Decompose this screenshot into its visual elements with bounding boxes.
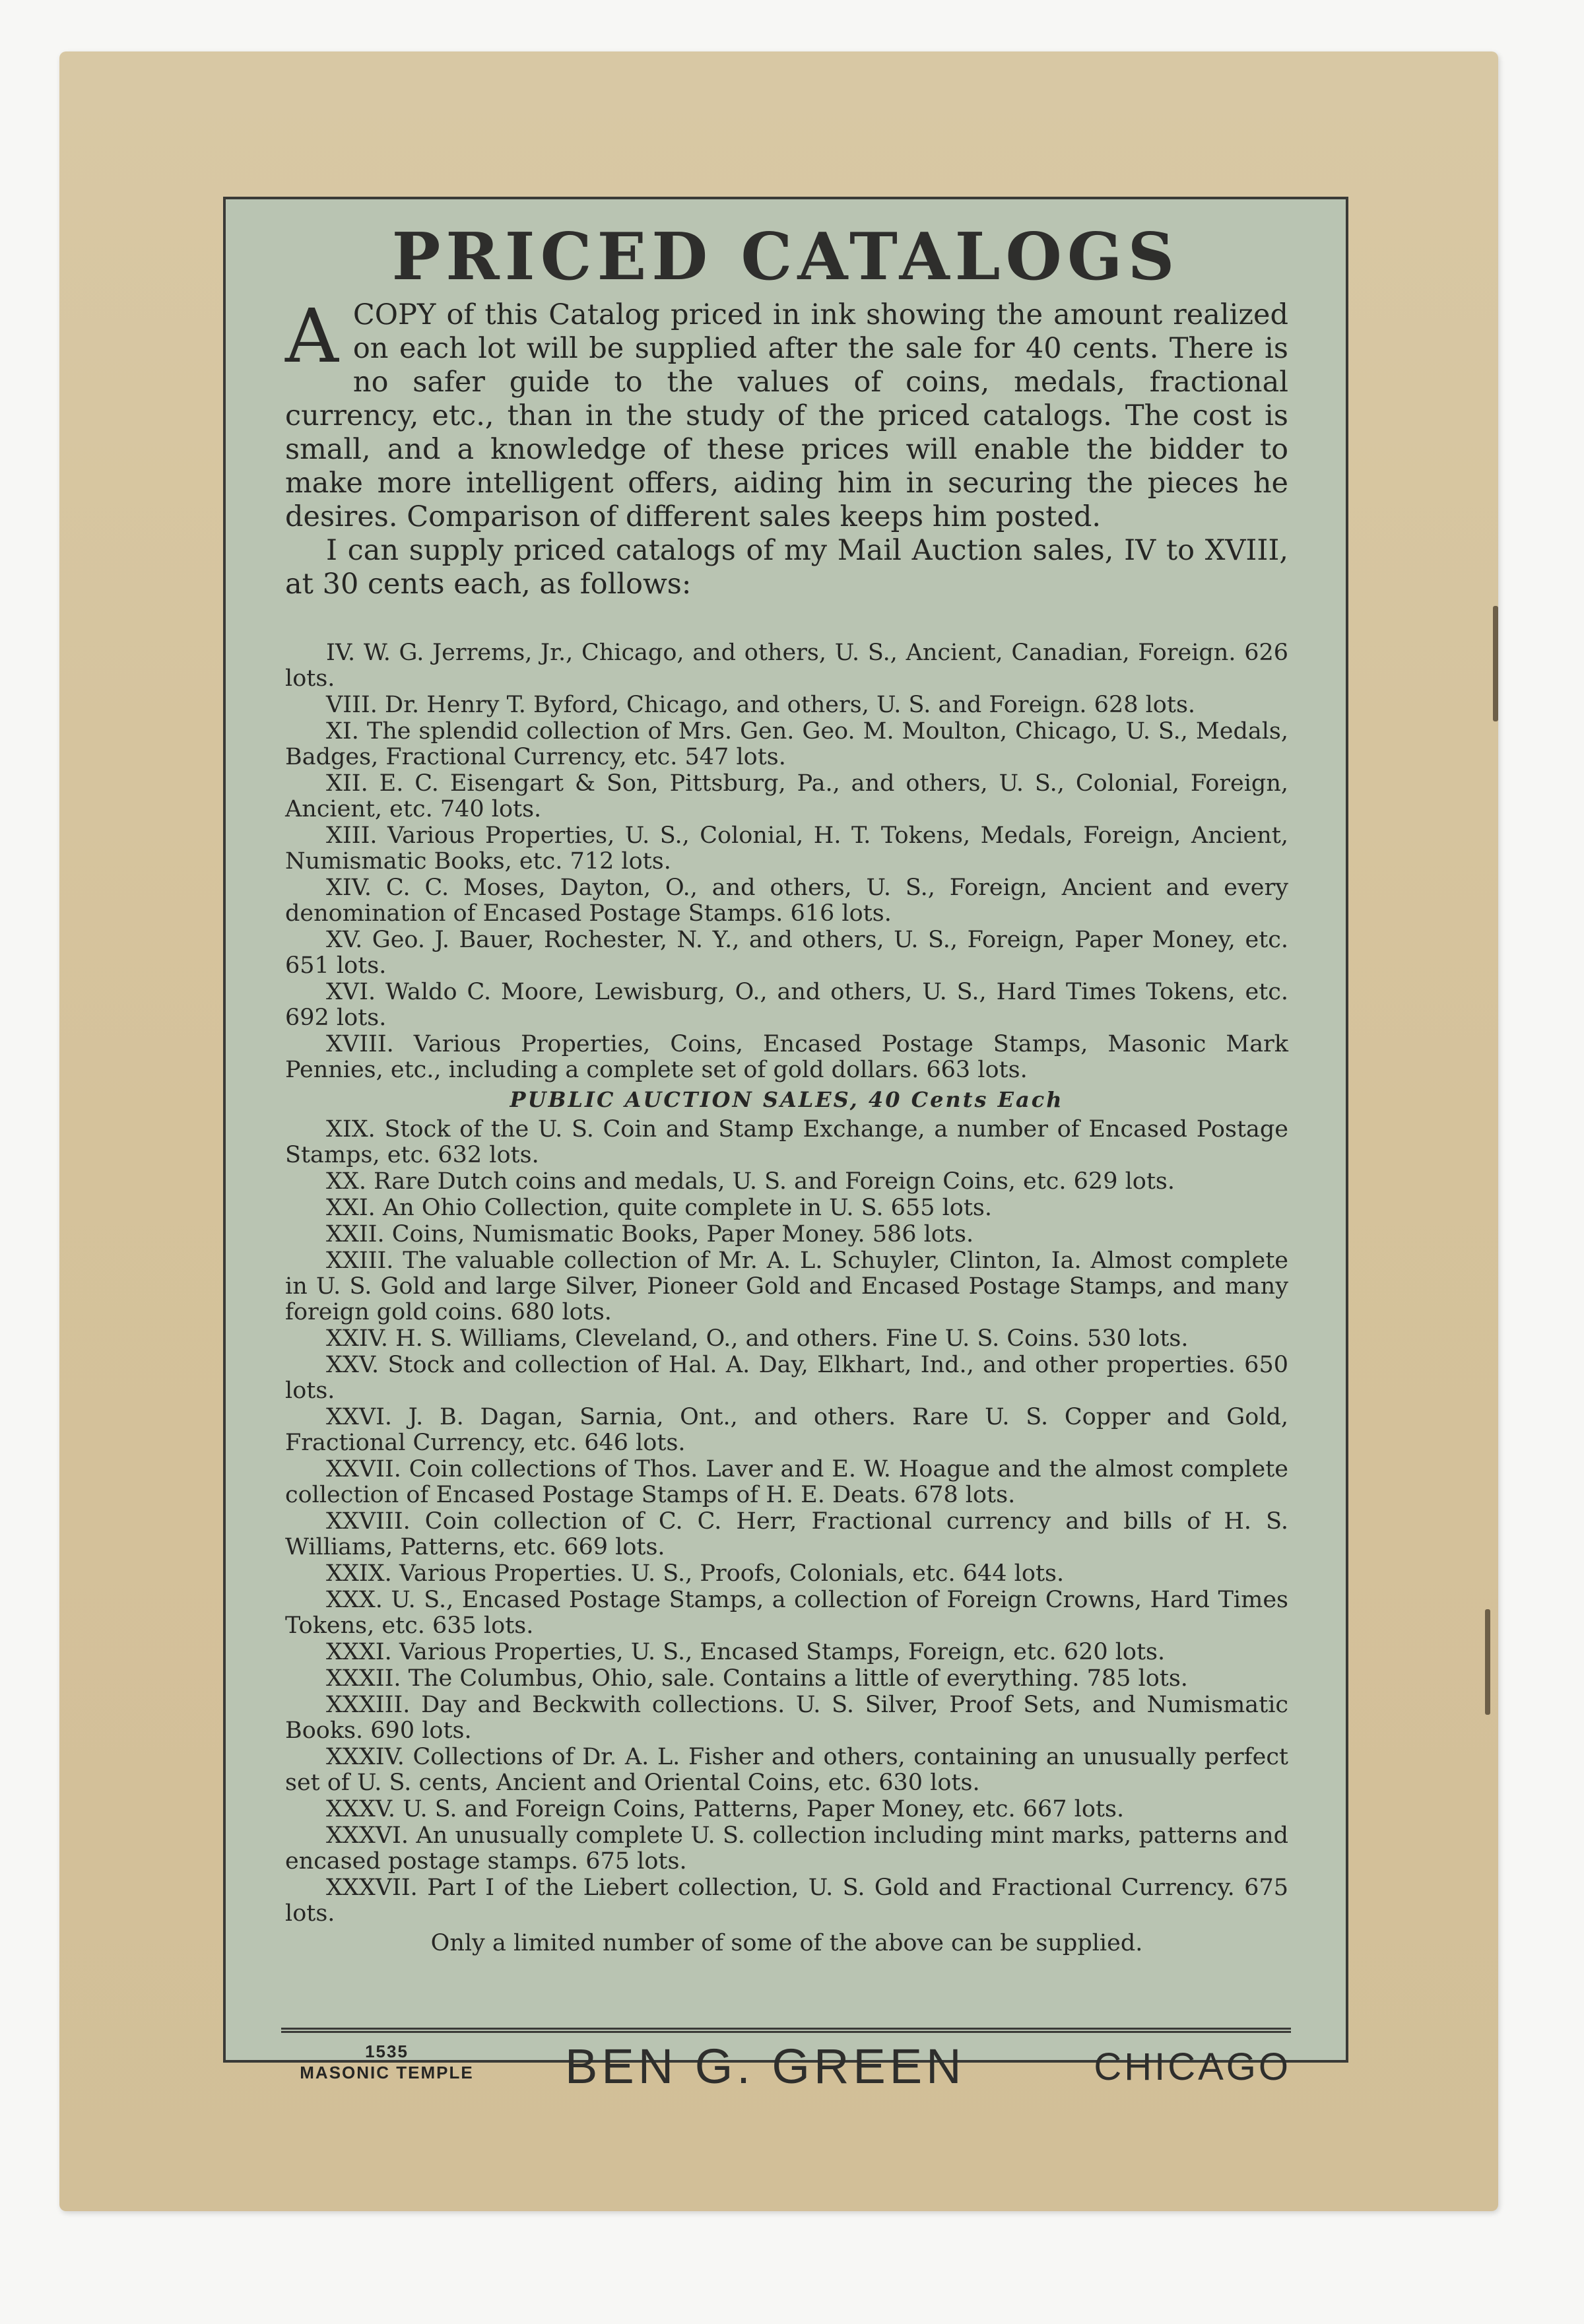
list-item: XXIV. H. S. Williams, Cleveland, O., and others. Fine U. S. Coins. 530 lots. [326,1325,1189,1352]
firm-name: BEN G. GREEN [565,2039,966,2094]
public-sales-list [285,1117,1288,1927]
priced-catalogs-ad-frame [223,197,1348,2094]
divider [281,2031,1291,2033]
list-item: XXVII. Coin collections of Thos. Laver and E. W. Hoague and the almost complete collection of Encased Postage Stamps of H. E. Deats. 678 lots. [285,1456,1288,1508]
divider [281,2028,1291,2030]
list-item: XXXII. The Columbus, Ohio, sale. Contains a little of everything. 785 lots. [326,1665,1188,1692]
list-item: XXXIII. Day and Beckwith collections. U. S. Silver, Proof Sets, and Numismatic Books. 690 lots. [285,1692,1288,1744]
list-item: XIX. Stock of the U. S. Coin and Stamp Exchange, a number of Encased Postage Stamps, etc. 632 lots. [285,1116,1288,1168]
list-item: XIV. C. C. Moses, Dayton, O., and others, U. S., Foreign, Ancient and every denomination of Encased Postage Stamps. 616 lots. [285,875,1288,927]
intro-paragraph-2: I can supply priced catalogs of my Mail Auction sales, IV to XVIII, at 30 cents each, as follows: [285,534,1288,601]
list-item: IV. W. G. Jerrems, Jr., Chicago, and others, U. S., Ancient, Canadian, Foreign. 626 lots. [285,640,1288,692]
list-item: XII. E. C. Eisengart & Son, Pittsburg, Pa., and others, U. S., Colonial, Foreign, Ancient, etc. 740 lots. [285,770,1288,822]
list-item: XIII. Various Properties, U. S., Colonial, H. T. Tokens, Medals, Foreign, Ancient, Numismatic Books, etc. 712 lots. [285,822,1288,875]
address-name: MASONIC TEMPLE [300,2063,474,2082]
staple-top [1493,606,1498,721]
list-item: XVIII. Various Properties, Coins, Encased Postage Stamps, Masonic Mark Pennies, etc., including a complete set of gold dollars. 663 lots. [285,1031,1288,1083]
list-item: XXXVI. An unusually complete U. S. collection including mint marks, patterns and encased postage stamps. 675 lots. [285,1822,1288,1875]
list-item: XVI. Waldo C. Moore, Lewisburg, O., and others, U. S., Hard Times Tokens, etc. 692 lots. [285,979,1288,1031]
list-item: XV. Geo. J. Bauer, Rochester, N. Y., and others, U. S., Foreign, Paper Money, etc. 651 lots. [285,927,1288,979]
list-item: XXIX. Various Properties. U. S., Proofs, Colonials, etc. 644 lots. [326,1560,1065,1587]
list-item: XXX. U. S., Encased Postage Stamps, a collection of Foreign Crowns, Hard Times Tokens, etc. 635 lots. [285,1587,1288,1639]
city-name: CHICAGO [1094,2045,1291,2088]
footer [281,2041,1291,2100]
list-item: XXI. An Ohio Collection, quite complete in U. S. 655 lots. [326,1195,993,1221]
list-item: XXXVII. Part I of the Liebert collection, U. S. Gold and Fractional Currency. 675 lots. [285,1875,1288,1927]
mail-sales-list [285,640,1288,1083]
list-item: XXVIII. Coin collection of C. C. Herr, Fractional currency and bills of H. S. Williams, Patterns, etc. 669 lots. [285,1508,1288,1560]
list-item: XXIII. The valuable collection of Mr. A. L. Schuyler, Clinton, Ia. Almost complete in U. S. Gold and large Silver, Pioneer Gold and Encased Postage Stamps, and many foreign gold coins. 680 lots. [285,1247,1288,1325]
closing-note: Only a limited number of some of the above can be supplied. [430,1930,1143,1956]
staple-bottom [1485,1609,1490,1715]
list-item: XXII. Coins, Numismatic Books, Paper Money. 586 lots. [326,1221,974,1247]
list-item: VIII. Dr. Henry T. Byford, Chicago, and others, U. S. and Foreign. 628 lots. [326,692,1196,718]
catalog-list [285,640,1288,1956]
public-auction-heading: PUBLIC AUCTION SALES, 40 Cents Each [510,1087,1064,1112]
intro-paragraph-1: COPY of this Catalog priced in ink showing the amount realized on each lot will be supplied after the sale for 40 cents. There is no safer guide to the values of coins, medals, fractional currency, etc., than in the study of the priced catalogs. The cost is small, and a knowledge of these prices will enable the bidder to make more intelligent offers, aiding him in securing the pieces he desires. Comparison of different sales keeps him posted. [285,298,1288,533]
address [281,2041,492,2083]
list-item: XXXIV. Collections of Dr. A. L. Fisher and others, containing an unusually perfect set of U. S. cents, Ancient and Oriental Coins, etc. 630 lots. [285,1744,1288,1796]
intro-text [285,294,1288,601]
drop-cap: A [285,294,339,380]
page-title: PRICED CATALOGS [391,219,1180,295]
list-item: XXXI. Various Properties, U. S., Encased Stamps, Foreign, etc. 620 lots. [326,1639,1166,1665]
list-item: XX. Rare Dutch coins and medals, U. S. and Foreign Coins, etc. 629 lots. [326,1168,1175,1195]
list-item: XXV. Stock and collection of Hal. A. Day, Elkhart, Ind., and other properties. 650 lots. [285,1352,1288,1404]
list-item: XI. The splendid collection of Mrs. Gen. Geo. M. Moulton, Chicago, U. S., Medals, Badges, Fractional Currency, etc. 547 lots. [285,718,1288,770]
list-item: XXXV. U. S. and Foreign Coins, Patterns, Paper Money, etc. 667 lots. [326,1796,1125,1822]
address-number: 1535 [365,2042,409,2061]
list-item: XXVI. J. B. Dagan, Sarnia, Ont., and others. Rare U. S. Copper and Gold, Fractional Currency, etc. 646 lots. [285,1404,1288,1456]
